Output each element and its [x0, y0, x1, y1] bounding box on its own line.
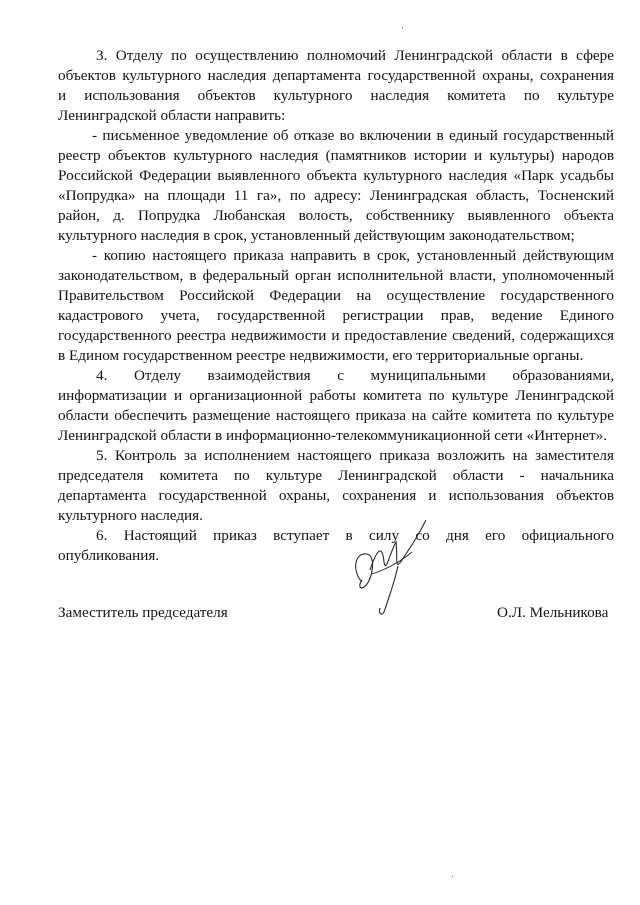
text-line: культурного наследия в срок, установленный действующим законодательством; [58, 227, 575, 244]
text-line: реестр объектов культурного наследия (памятников истории и культуры) народов [58, 147, 614, 164]
text-line: Ленинградской области направить: [58, 107, 286, 124]
text-line: Ленинградской области в информационно-телекоммуникационной сети «Интернет». [58, 427, 608, 444]
text-line: Правительством Российской Федерации на осуществление государственного [58, 287, 614, 304]
text-line: 3. Отделу по осуществлению полномочий Ленинградской области в сфере [96, 47, 614, 64]
text-line: кадастрового учета, государственной регистрации прав, ведение Единого [58, 307, 614, 324]
text-line: - копию настоящего приказа направить в срок, установленный действующим [92, 247, 614, 264]
signatory-name: О.Л. Мельникова [497, 604, 609, 621]
signatory-position: Заместитель председателя [58, 604, 228, 621]
text-line: департамента государственной охраны, сохранения и использования объектов [58, 487, 614, 504]
text-line: информатизации и организационной работы комитета по культуре Ленинградской [58, 387, 614, 404]
text-line: опубликования. [58, 547, 160, 564]
text-line: район, д. Попрудка Любанская волость, собственнику выявленного объекта [58, 207, 614, 224]
text-line: области обеспечить размещение настоящего приказа на сайте комитета по культуре [58, 407, 614, 424]
text-line: законодательством, в федеральный орган исполнительной власти, уполномоченный [58, 267, 614, 284]
scan-speck [402, 27, 403, 28]
handwritten-signature [332, 512, 442, 622]
text-line: - письменное уведомление об отказе во включении в единый государственный [92, 127, 614, 144]
text-line: в Едином государственном реестре недвижимости, его территориальные органы. [58, 347, 584, 364]
text-line: объектов культурного наследия департамента государственной охраны, сохранения [58, 67, 614, 84]
text-line: государственного реестра недвижимости и предоставление сведений, содержащихся [58, 327, 614, 344]
scan-speck [452, 876, 453, 877]
text-line: и использования объектов культурного наследия комитета по культуре [58, 87, 614, 104]
text-line: Российской Федерации выявленного объекта культурного наследия «Парк усадьбы [58, 167, 614, 184]
text-line: 6. Настоящий приказ вступает в силу со дня его официального [96, 527, 614, 544]
text-line: председателя комитета по культуре Ленинградской области - начальника [58, 467, 614, 484]
text-line: 4. Отделу взаимодействия с муниципальными образованиями, [96, 367, 614, 384]
text-line: 5. Контроль за исполнением настоящего приказа возложить на заместителя [96, 447, 614, 464]
text-line: «Попрудка» на площади 11 га», по адресу: Ленинградская область, Тосненский [58, 187, 614, 204]
text-line: культурного наследия. [58, 507, 203, 524]
